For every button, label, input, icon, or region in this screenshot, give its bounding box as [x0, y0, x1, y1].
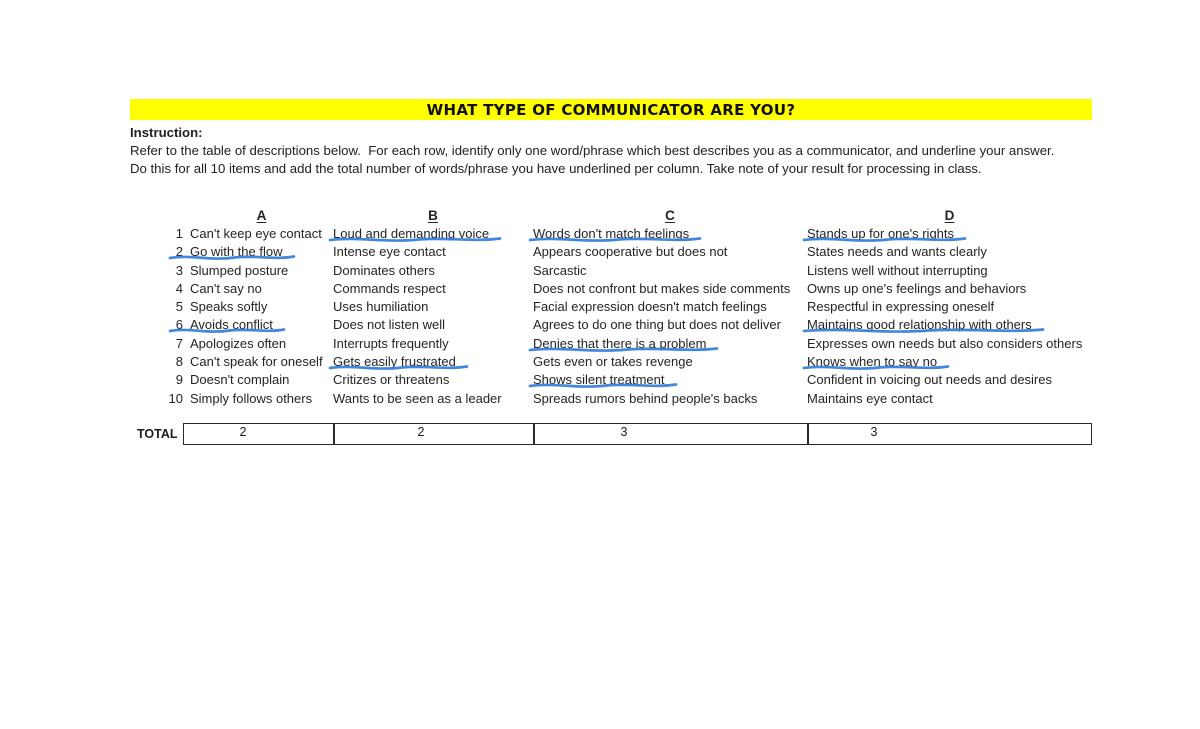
total-label: TOTAL [137, 426, 178, 441]
total-value-d: 3 [870, 424, 878, 439]
row-number: 7 [175, 335, 183, 351]
cell-c-7: Denies that there is a problem [533, 335, 807, 353]
table-row [130, 371, 1092, 389]
column-header-d: D [944, 208, 955, 223]
cell-a-3: Slumped posture [190, 262, 289, 278]
table-row [130, 316, 1092, 334]
cell-c-4: Does not confront but makes side comments [533, 280, 791, 296]
column-header-a: A [256, 208, 267, 223]
row-number: 4 [175, 280, 183, 296]
table-row [130, 225, 1092, 243]
cell-d-5: Respectful in expressing oneself [807, 299, 995, 315]
cell-a-2: Go with the flow [183, 243, 333, 261]
cell-a-1: Can't keep eye contact [190, 226, 322, 241]
cell-b-3: Dominates others [333, 262, 435, 278]
cell-c-6: Agrees to do one thing but does not deliver [533, 317, 781, 333]
table-row [130, 335, 1092, 353]
page-title: WHAT TYPE OF COMMUNICATOR ARE YOU? [426, 100, 796, 119]
cell-d-1: Stands up for one's rights [807, 225, 1092, 243]
title-bar [130, 99, 1092, 120]
cell-a-9: Doesn't complain [190, 372, 290, 388]
total-divider [333, 424, 335, 444]
cell-d-8: Knows when to say no [807, 353, 1092, 371]
cell-a-8: Can't speak for oneself [190, 354, 323, 370]
column-header-c: C [665, 208, 675, 223]
cell-a-7: Apologizes often [190, 335, 287, 351]
row-number: 3 [175, 262, 183, 278]
cell-c-9: Shows silent treatment [533, 371, 807, 389]
total-box [183, 423, 1092, 445]
cell-b-4: Commands respect [333, 280, 446, 296]
cell-b-1: Loud and demanding voice [333, 225, 533, 243]
cell-c-3: Sarcastic [533, 262, 587, 278]
cell-d-9: Confident in voicing out needs and desires [807, 372, 1052, 388]
total-value-c: 3 [620, 424, 628, 439]
total-value-b: 2 [417, 424, 425, 439]
cell-c-1: Words don't match feelings [533, 225, 807, 243]
cell-d-4: Owns up one's feelings and behaviors [807, 280, 1027, 296]
table-row [130, 298, 1092, 316]
header-spacer [130, 207, 183, 225]
cell-a-5: Speaks softly [190, 299, 268, 315]
table-row [130, 262, 1092, 280]
total-divider [807, 424, 809, 444]
instructions-label: Instruction: [130, 125, 203, 140]
row-number: 6 [175, 317, 183, 333]
instructions-line-2: Do this for all 10 items and add the total number of words/phrase you have underlined per column. Take note of your result for processing in class. [130, 161, 982, 176]
table-header-row [130, 207, 1092, 225]
row-number: 9 [175, 372, 183, 388]
cell-d-10: Maintains eye contact [807, 390, 933, 406]
cell-d-3: Listens well without interrupting [807, 262, 988, 278]
cell-c-2: Appears cooperative but does not [533, 244, 728, 260]
column-header-b: B [428, 208, 438, 223]
worksheet-document [130, 99, 1092, 445]
cell-a-4: Can't say no [190, 280, 262, 296]
cell-b-2: Intense eye contact [333, 244, 446, 260]
row-number: 2 [175, 244, 183, 260]
instructions-line-1: Refer to the table of descriptions below. For each row, identify only one word/phrase which best describes you as a communicator, and underline your answer. [130, 143, 1055, 158]
cell-b-9: Critizes or threatens [333, 372, 450, 388]
row-number: 8 [175, 354, 183, 370]
cell-a-6: Avoids conflict [183, 316, 333, 334]
cell-d-2: States needs and wants clearly [807, 244, 987, 260]
row-number: 1 [175, 226, 183, 241]
row-number: 10 [168, 390, 183, 406]
row-number: 5 [175, 299, 183, 315]
cell-b-10: Wants to be seen as a leader [333, 390, 502, 406]
total-value-a: 2 [239, 424, 247, 439]
communicator-table [130, 207, 1092, 408]
cell-d-7: Expresses own needs but also considers others [807, 335, 1083, 351]
cell-c-5: Facial expression doesn't match feelings [533, 299, 767, 315]
cell-c-10: Spreads rumors behind people's backs [533, 390, 758, 406]
cell-b-7: Interrupts frequently [333, 335, 449, 351]
cell-b-8: Gets easily frustrated [333, 353, 533, 371]
table-row [130, 390, 1092, 408]
total-section [130, 423, 1092, 445]
cell-a-10: Simply follows others [190, 390, 313, 406]
cell-d-6: Maintains good relationship with others [807, 316, 1092, 334]
table-row [130, 243, 1092, 261]
cell-c-8: Gets even or takes revenge [533, 354, 693, 370]
table-row [130, 280, 1092, 298]
cell-b-5: Uses humiliation [333, 299, 429, 315]
instructions-block [130, 124, 1092, 178]
table-row [130, 353, 1092, 371]
cell-b-6: Does not listen well [333, 317, 445, 333]
total-divider [533, 424, 535, 444]
